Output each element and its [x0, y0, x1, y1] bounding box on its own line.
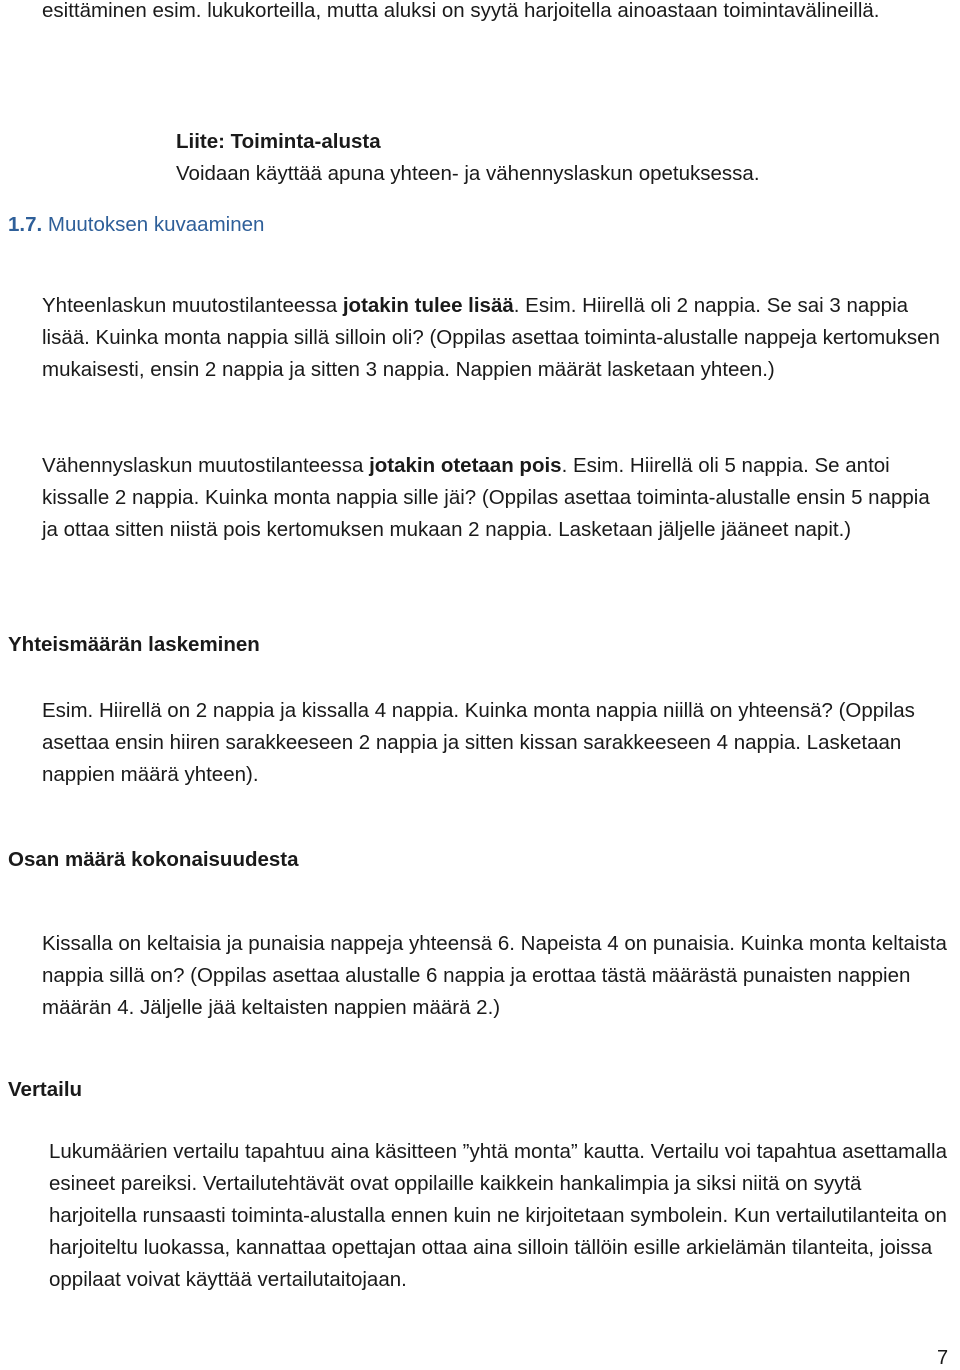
comparison-paragraph: Lukumäärien vertailu tapahtuu aina käsitteen ”yhtä monta” kautta. Vertailu voi tapahtua asettamalla esineet pareiksi. Vertailutehtävät ovat oppilaille kaikkein hankalimpia ja siksi niitä on syytä harjoitella runsaasti toiminta-alustalla ennen kuin ne kirjoitetaan symbolein. Kun vertailutilanteita on harjoiteltu luokassa, kannattaa opettajan ottaa aina silloin tällöin esille arkielämän tilanteita, joissa oppilaat voivat käyttää vertailutaitojaan.: [49, 1140, 947, 1291]
section-number: 1.7.: [8, 213, 43, 236]
addition-text-after: . Esim. Hiirellä oli 2 nappia. Se sai 3 nappia lisää. Kuinka monta nappia sillä silloin oli? (Oppilas asettaa toiminta-alustalle nappeja kertomuksen mukaisesti, ensin 2 nappia ja sitten 3 nappia. Nappien määrät lasketaan yhteen.): [42, 294, 940, 381]
section-title: Muutoksen kuvaaminen: [47, 213, 265, 236]
subtraction-text-before: Vähennyslaskun muutostilanteessa: [42, 454, 370, 477]
attachment-title: Liite: Toiminta-alusta: [176, 130, 381, 153]
total-paragraph: Esim. Hiirellä on 2 nappia ja kissalla 4 nappia. Kuinka monta nappia niillä on yhteensä? (Oppilas asettaa ensin hiiren sarakkeeseen 2 nappia ja sitten kissan sarakkeeseen 4 nappia. Lasketaan nappien määrä yhteen).: [42, 699, 915, 786]
attachment-text: Voidaan käyttää apuna yhteen- ja vähennyslaskun opetuksessa.: [176, 162, 760, 185]
addition-text-before: Yhteenlaskun muutostilanteessa: [42, 294, 343, 317]
part-heading: Osan määrä kokonaisuudesta: [8, 848, 299, 871]
section-1-7-heading: [8, 209, 264, 241]
page-number: 7: [937, 1347, 949, 1369]
comparison-heading: Vertailu: [8, 1078, 83, 1101]
subtraction-emphasis: jotakin otetaan pois: [369, 454, 562, 477]
subtraction-paragraph: [42, 450, 947, 546]
subtraction-text-after: . Esim. Hiirellä oli 5 nappia. Se antoi kissalle 2 nappia. Kuinka monta nappia sille jäi? (Oppilas asettaa toiminta-alustalle ensin 5 nappia ja ottaa sitten niistä pois kertomuksen mukaan 2 nappia. Lasketaan jäljelle jääneet napit.): [42, 454, 930, 541]
intro-tail-paragraph: esittäminen esim. lukukorteilla, mutta aluksi on syytä harjoitella ainoastaan toimintavälineillä.: [42, 0, 880, 22]
attachment-note: [176, 126, 936, 190]
part-paragraph: Kissalla on keltaisia ja punaisia nappeja yhteensä 6. Napeista 4 on punaisia. Kuinka monta keltaista nappia sillä on? (Oppilas asettaa alustalle 6 nappia ja erottaa tästä määrästä punaisten nappien määrän 4. Jäljelle jää keltaisten nappien määrä 2.): [42, 932, 947, 1019]
total-heading: Yhteismäärän laskeminen: [8, 633, 260, 656]
addition-paragraph: [42, 290, 947, 386]
addition-emphasis: jotakin tulee lisää: [342, 294, 514, 317]
